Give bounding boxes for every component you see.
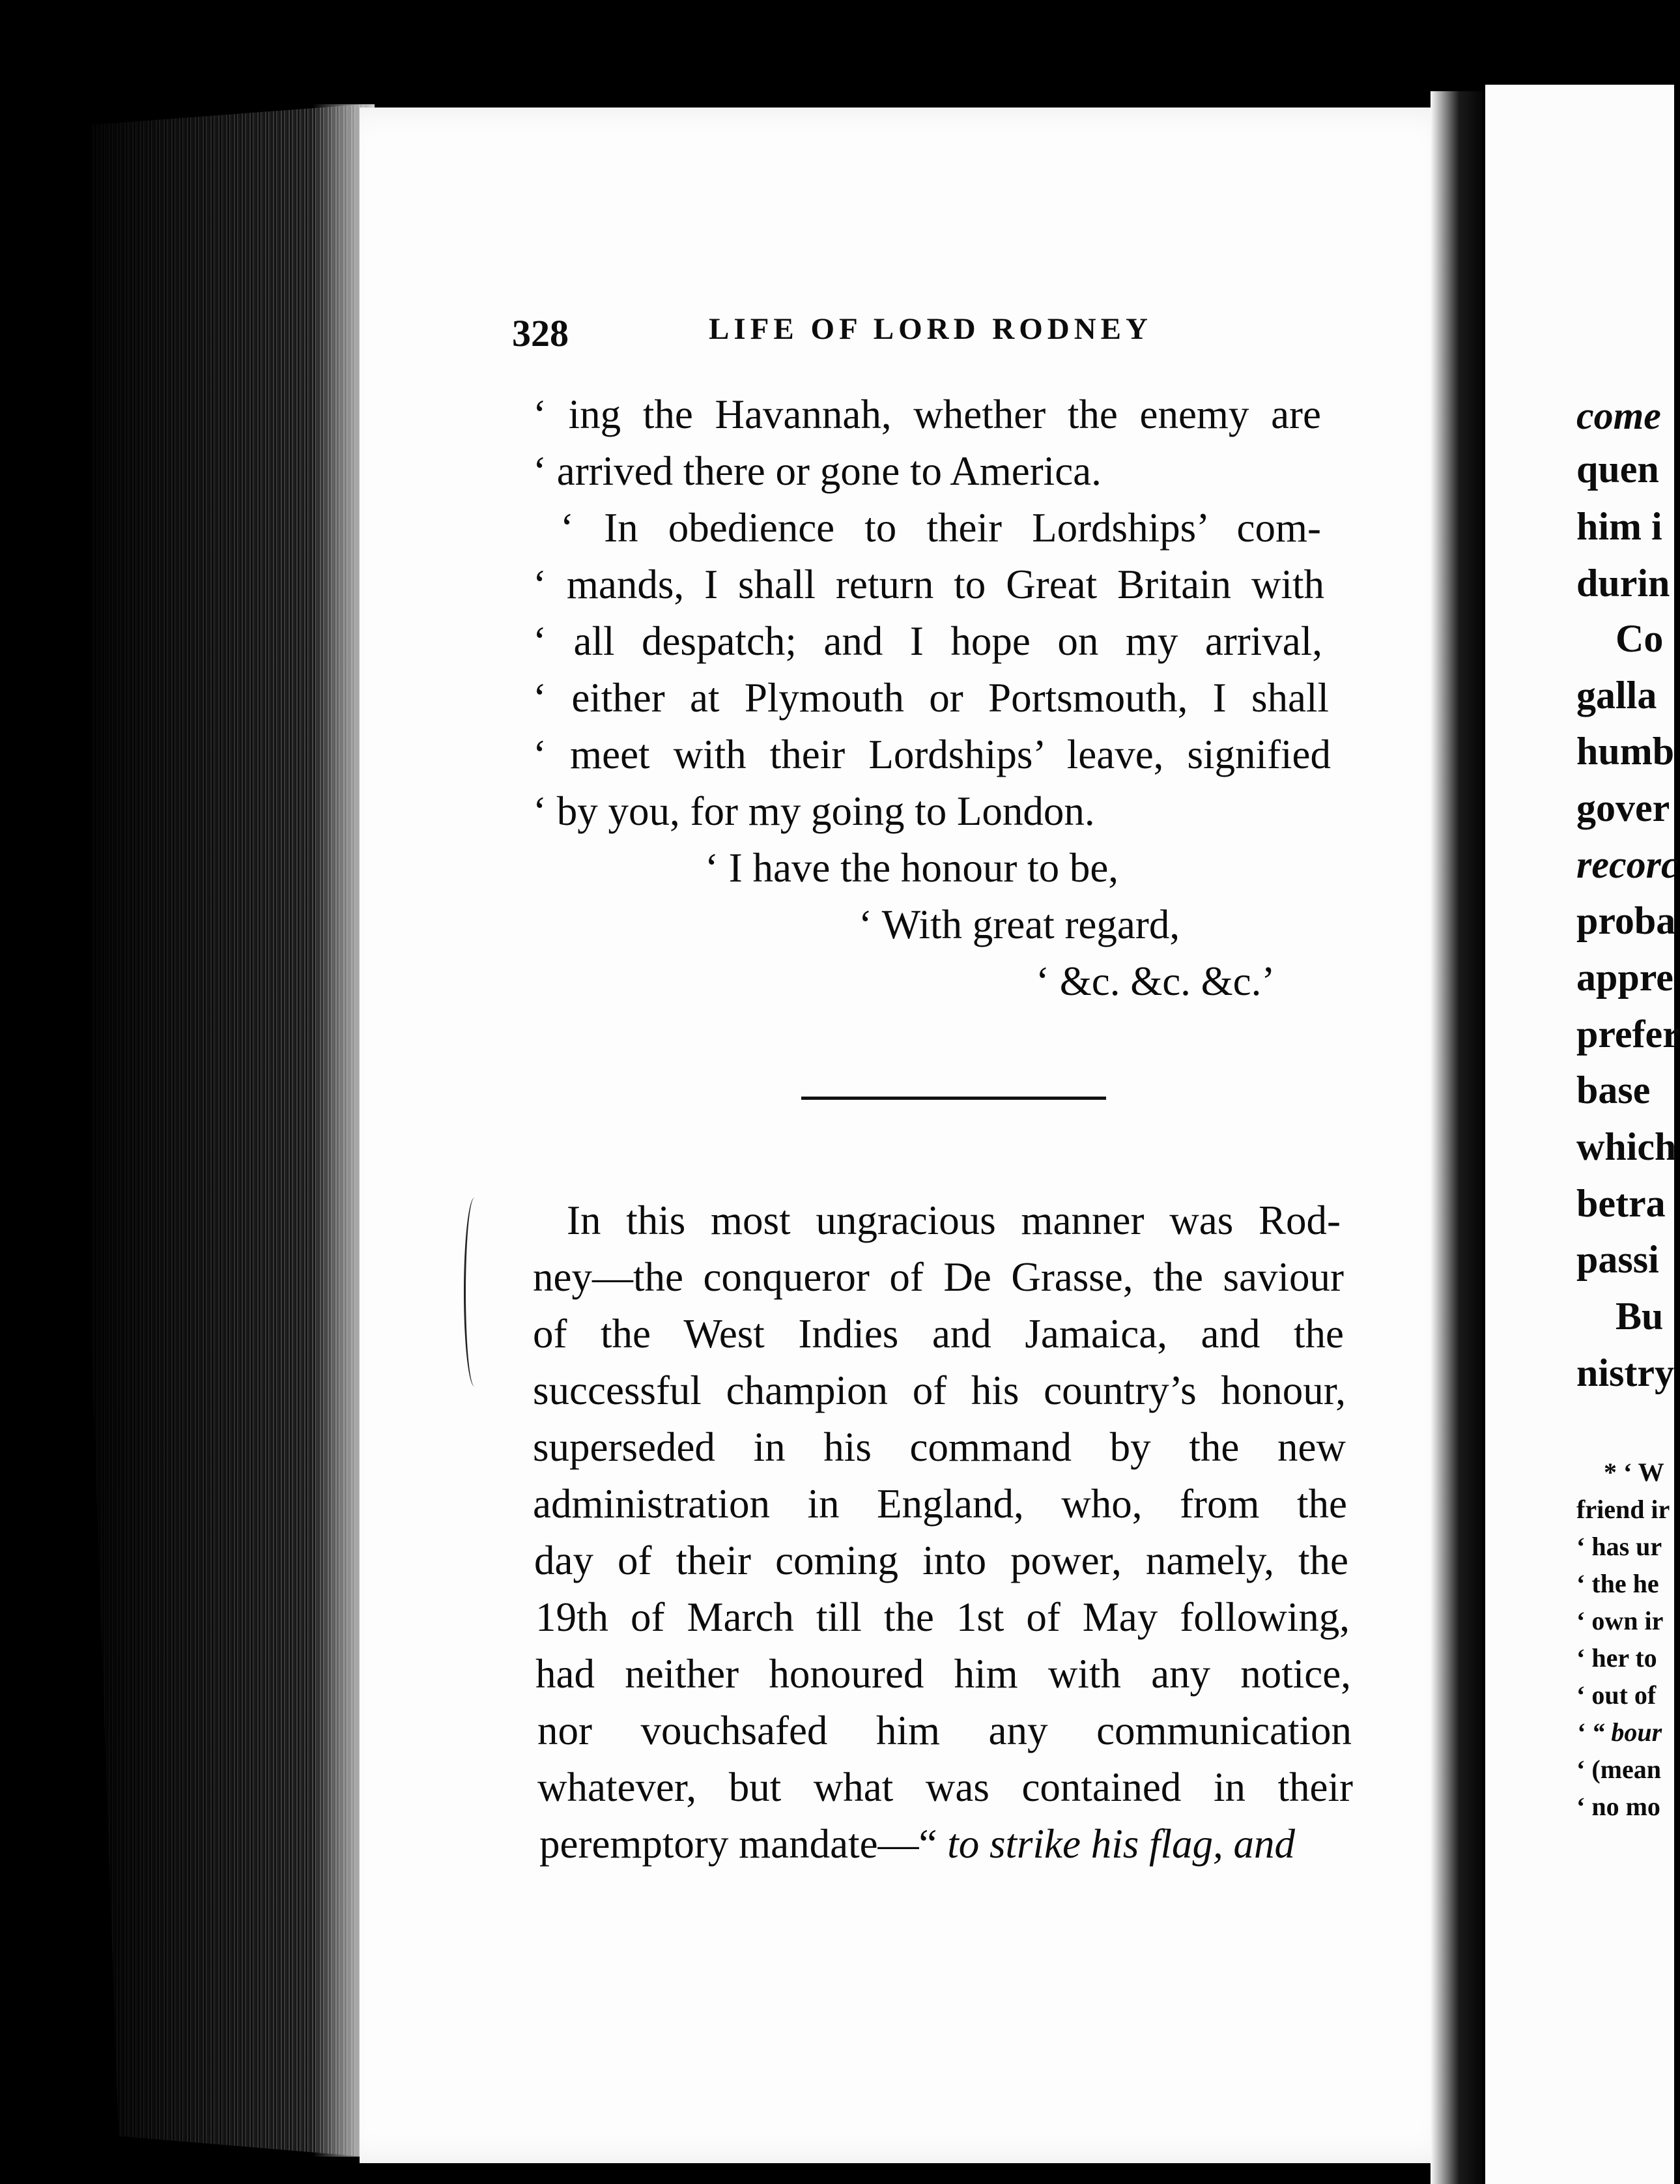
facing-line: betra [1576,1182,1666,1225]
letter-line: ‘ mands, I shall return to Great Britain with [533,562,1324,607]
page-number: 328 [512,312,569,354]
running-title: LIFE OF LORD RODNEY [709,312,1152,346]
body-line: successful champion of his country’s honour, [533,1368,1346,1413]
letter-line: ‘ arrived there or gone to America. [533,448,1102,494]
facing-line: quen [1576,448,1659,491]
body-last-roman: peremptory mandate—“ [539,1821,948,1867]
facing-line: Co [1616,617,1664,660]
letter-closing-line: ‘ I have the honour to be, [705,845,1119,891]
facing-line: galla [1576,674,1657,717]
facing-line: base [1576,1069,1651,1112]
facing-footnote-line: ‘ (mean [1576,1755,1661,1784]
facing-footnote-line: ‘ the he [1576,1569,1659,1598]
body-line: superseded in his command by the new [533,1424,1346,1470]
body-line: day of their coming into power, namely, the [534,1538,1348,1583]
letter-closing-line: ‘ &c. &c. &c.’ [1036,958,1275,1004]
body-line: In this most ungracious manner was Rod- [567,1198,1341,1243]
body-line: of the West Indies and Jamaica, and the [533,1311,1344,1357]
pencil-margin-mark [464,1198,485,1387]
facing-line: proba [1576,899,1676,942]
book-gutter [1431,91,1483,2184]
facing-line: come [1576,394,1661,437]
facing-footnote-line: ‘ own ir [1576,1606,1664,1635]
facing-line: gover [1576,786,1670,829]
facing-line: passi [1576,1238,1659,1281]
facing-footnote-line: ‘ has ur [1576,1532,1662,1561]
letter-closing-line: ‘ With great regard, [859,902,1180,947]
facing-line: Bu [1616,1295,1664,1338]
letter-line: ‘ In obedience to their Lordships’ com- [560,505,1321,551]
facing-footnote-line: ‘ out of [1576,1680,1657,1710]
facing-footnote-line: * ‘ W [1604,1458,1664,1487]
body-line: whatever, but what was contained in their [537,1764,1353,1810]
facing-line: recorc [1576,843,1679,886]
facing-footnote-line: ‘ no mo [1576,1792,1660,1821]
body-line: ney—the conqueror of De Grasse, the saviour [533,1254,1344,1300]
letter-line: ‘ ing the Havannah, whether the enemy are [533,392,1321,437]
facing-page [1485,85,1680,2184]
body-line: had neither honoured him with any notice, [535,1651,1351,1697]
facing-line: prefer [1576,1013,1680,1056]
section-divider [801,1097,1106,1100]
facing-line: nistry [1576,1351,1674,1394]
facing-line: which [1576,1125,1677,1168]
facing-footnote-line: ‘ her to [1576,1643,1657,1673]
body-line: administration in England, who, from the [533,1481,1347,1527]
letter-line: ‘ meet with their Lordships’ leave, signified [533,732,1331,777]
facing-line: appre [1576,956,1673,999]
facing-footnote-line: ‘ “ bour [1576,1717,1662,1747]
body-line: 19th of March till the 1st of May following, [535,1594,1350,1640]
body-line: nor vouchsafed him any communication [537,1708,1352,1753]
body-last-italic: to strike his flag, and [947,1821,1295,1867]
facing-footnote-line: friend ir [1576,1495,1670,1524]
facing-line: durin [1576,562,1670,605]
body-line-last [539,1821,1295,1867]
letter-line: ‘ all despatch; and I hope on my arrival, [533,618,1322,664]
facing-line: him i [1576,505,1662,548]
facing-line: humb [1576,730,1675,773]
letter-line: ‘ by you, for my going to London. [533,788,1095,834]
letter-line: ‘ either at Plymouth or Portsmouth, I shall [533,675,1329,721]
